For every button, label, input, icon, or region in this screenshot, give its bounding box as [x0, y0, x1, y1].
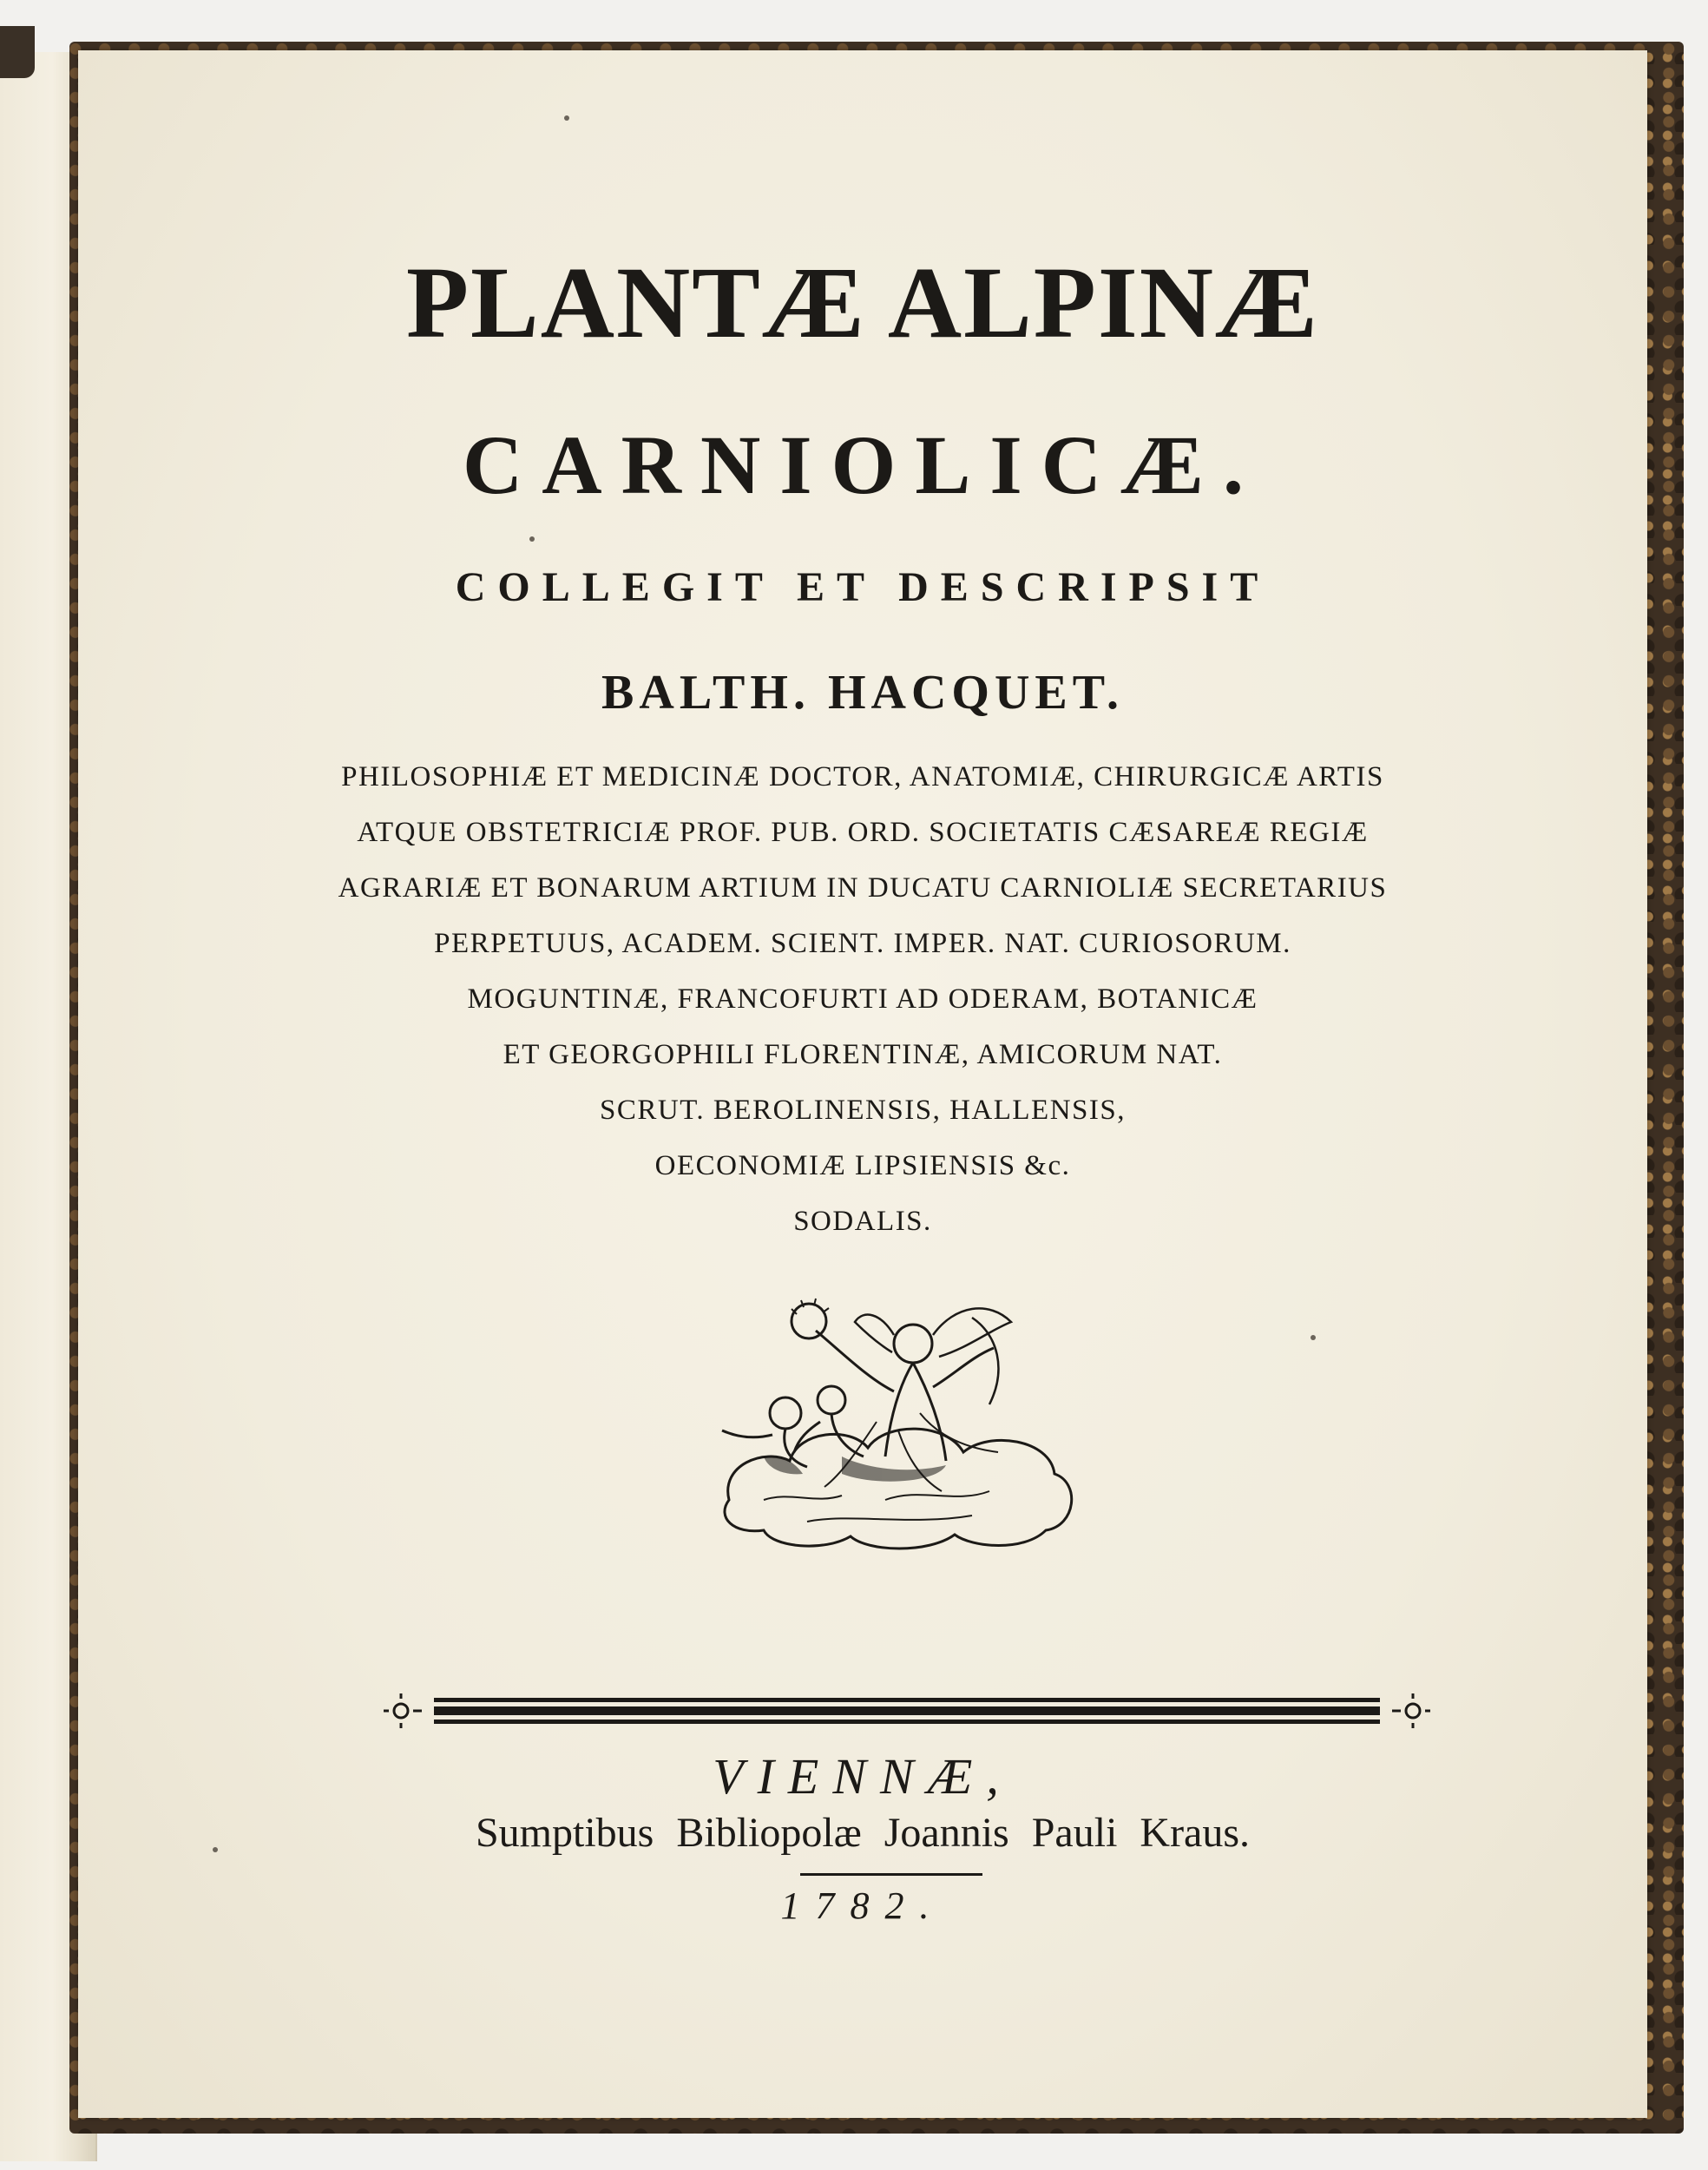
imprint-city: VIENNÆ,	[713, 1748, 1013, 1805]
credential-line: PHILOSOPHIÆ ET MEDICINÆ DOCTOR, ANATOMIÆ, CHIRURGICÆ ARTIS	[341, 761, 1384, 792]
imprint-year: 1782.	[780, 1884, 945, 1927]
credential-line: SCRUT. BEROLINENSIS, HALLENSIS,	[599, 1095, 1126, 1126]
author-credentials	[78, 749, 1647, 1249]
title-line-2: CARNIOLICÆ.	[462, 418, 1264, 511]
putti-on-cloud-engraving-icon	[712, 1283, 1085, 1561]
paper-speck	[1311, 1335, 1316, 1340]
subtitle: COLLEGIT ET DESCRIPSIT	[455, 564, 1271, 610]
author-name: BALTH. HACQUET.	[601, 666, 1124, 720]
ornamental-rule	[382, 1689, 1432, 1733]
credential-line: PERPETUUS, ACADEM. SCIENT. IMPER. NAT. CURIOSORUM.	[434, 928, 1291, 959]
title-page-content	[78, 50, 1647, 2118]
paper-speck	[529, 536, 535, 542]
imprint-publisher: Sumptibus Bibliopolæ Joannis Pauli Kraus.	[475, 1810, 1251, 1856]
paper-speck	[213, 1847, 218, 1852]
facing-page-corner	[0, 26, 35, 78]
imprint-divider	[800, 1873, 982, 1876]
fleuron-icon	[1392, 1693, 1430, 1728]
credential-line: ATQUE OBSTETRICIÆ PROF. PUB. ORD. SOCIETATIS CÆSAREÆ REGIÆ	[357, 817, 1369, 848]
title-line-1: PLANTÆ ALPINÆ	[405, 246, 1320, 359]
credential-line: SODALIS.	[793, 1206, 932, 1237]
title-leaf	[78, 50, 1647, 2118]
fleuron-icon	[384, 1693, 422, 1728]
credential-line: MOGUNTINÆ, FRANCOFURTI AD ODERAM, BOTANICÆ	[467, 983, 1258, 1015]
credential-line: OECONOMIÆ LIPSIENSIS &c.	[654, 1150, 1071, 1181]
credential-line: ET GEORGOPHILI FLORENTINÆ, AMICORUM NAT.	[503, 1039, 1223, 1070]
credential-line: AGRARIÆ ET BONARUM ARTIUM IN DUCATU CARNIOLIÆ SECRETARIUS	[338, 872, 1388, 904]
paper-speck	[564, 115, 569, 121]
